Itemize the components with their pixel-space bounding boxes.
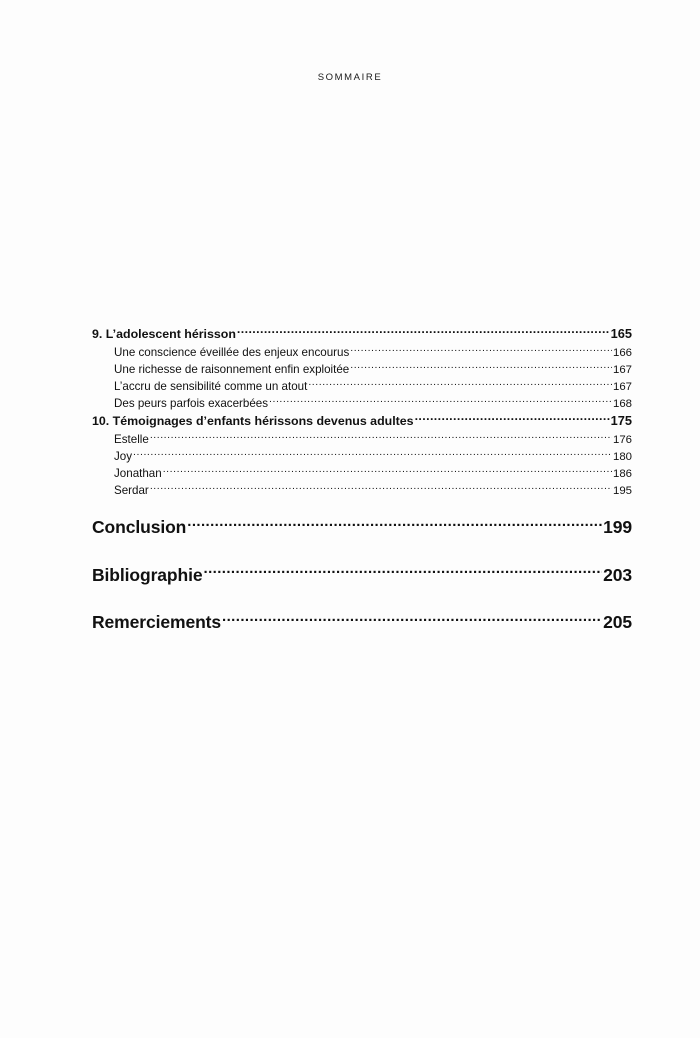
toc-leader-dots bbox=[350, 344, 612, 356]
toc-entry-label: L’accru de sensibilité comme un atout bbox=[114, 380, 308, 394]
toc-entry-label: Joy bbox=[114, 449, 133, 463]
toc-entry[interactable] bbox=[114, 465, 632, 480]
toc-entry-page-number: 203 bbox=[603, 564, 632, 585]
toc-entry[interactable] bbox=[92, 516, 632, 539]
toc-entry[interactable] bbox=[92, 413, 632, 428]
toc-entry-label: Une richesse de raisonnement enfin exploitée bbox=[114, 363, 350, 377]
toc-leader-dots bbox=[415, 413, 610, 425]
toc-entry-page-number: 166 bbox=[612, 346, 632, 359]
toc-leader-dots bbox=[163, 465, 612, 477]
toc-entry[interactable] bbox=[92, 611, 632, 634]
running-head: SOMMAIRE bbox=[317, 72, 383, 83]
toc-leader-dots bbox=[187, 516, 602, 534]
toc-entry-page-number: 180 bbox=[612, 450, 632, 463]
toc-entry-label: Une conscience éveillée des enjeux encourus bbox=[114, 345, 350, 359]
toc-entry[interactable] bbox=[114, 482, 632, 497]
section-spacer bbox=[92, 586, 632, 611]
toc-entry-page-number: 167 bbox=[612, 381, 632, 394]
toc-entry-label: 10. Témoignages d’enfants hérissons devenus adultes bbox=[92, 414, 414, 429]
toc-entry-page-number: 167 bbox=[612, 364, 632, 377]
toc-entry[interactable] bbox=[114, 396, 632, 411]
toc-entry-label: Jonathan bbox=[114, 466, 162, 480]
toc-entry[interactable] bbox=[114, 431, 632, 446]
toc-entry[interactable] bbox=[92, 563, 632, 586]
toc-entry-label: 9. L’adolescent hérisson bbox=[92, 327, 236, 342]
toc-leader-dots bbox=[269, 396, 612, 408]
toc-entry[interactable] bbox=[114, 361, 632, 376]
toc-leader-dots bbox=[308, 379, 612, 391]
section-spacer bbox=[92, 500, 632, 516]
toc-entry-page-number: 168 bbox=[612, 398, 632, 411]
toc-entry[interactable] bbox=[114, 379, 632, 394]
table-of-contents bbox=[92, 326, 632, 633]
toc-leader-dots bbox=[133, 448, 612, 460]
toc-leader-dots bbox=[150, 431, 612, 443]
toc-leader-dots bbox=[350, 361, 612, 373]
toc-leader-dots bbox=[204, 563, 603, 581]
toc-entry[interactable] bbox=[114, 344, 632, 359]
section-spacer bbox=[92, 538, 632, 563]
toc-entry-page-number: 195 bbox=[612, 485, 632, 498]
toc-entry[interactable] bbox=[114, 448, 632, 463]
toc-leader-dots bbox=[222, 611, 602, 629]
toc-entry-label: Estelle bbox=[114, 432, 149, 446]
toc-entry-label: Des peurs parfois exacerbées bbox=[114, 397, 269, 411]
toc-entry-page-number: 199 bbox=[603, 517, 632, 538]
toc-leader-dots bbox=[150, 482, 612, 494]
toc-entry-label: Bibliographie bbox=[92, 564, 203, 585]
toc-entry-label: Serdar bbox=[114, 484, 149, 498]
toc-entry-page-number: 186 bbox=[612, 467, 632, 480]
toc-entry[interactable] bbox=[92, 326, 632, 341]
toc-entry-page-number: 176 bbox=[612, 433, 632, 446]
toc-entry-page-number: 165 bbox=[610, 326, 632, 342]
toc-entry-label: Remerciements bbox=[92, 612, 222, 633]
toc-entry-page-number: 205 bbox=[603, 612, 632, 633]
toc-leader-dots bbox=[237, 326, 610, 338]
toc-entry-page-number: 175 bbox=[610, 413, 632, 429]
toc-entry-label: Conclusion bbox=[92, 517, 187, 538]
